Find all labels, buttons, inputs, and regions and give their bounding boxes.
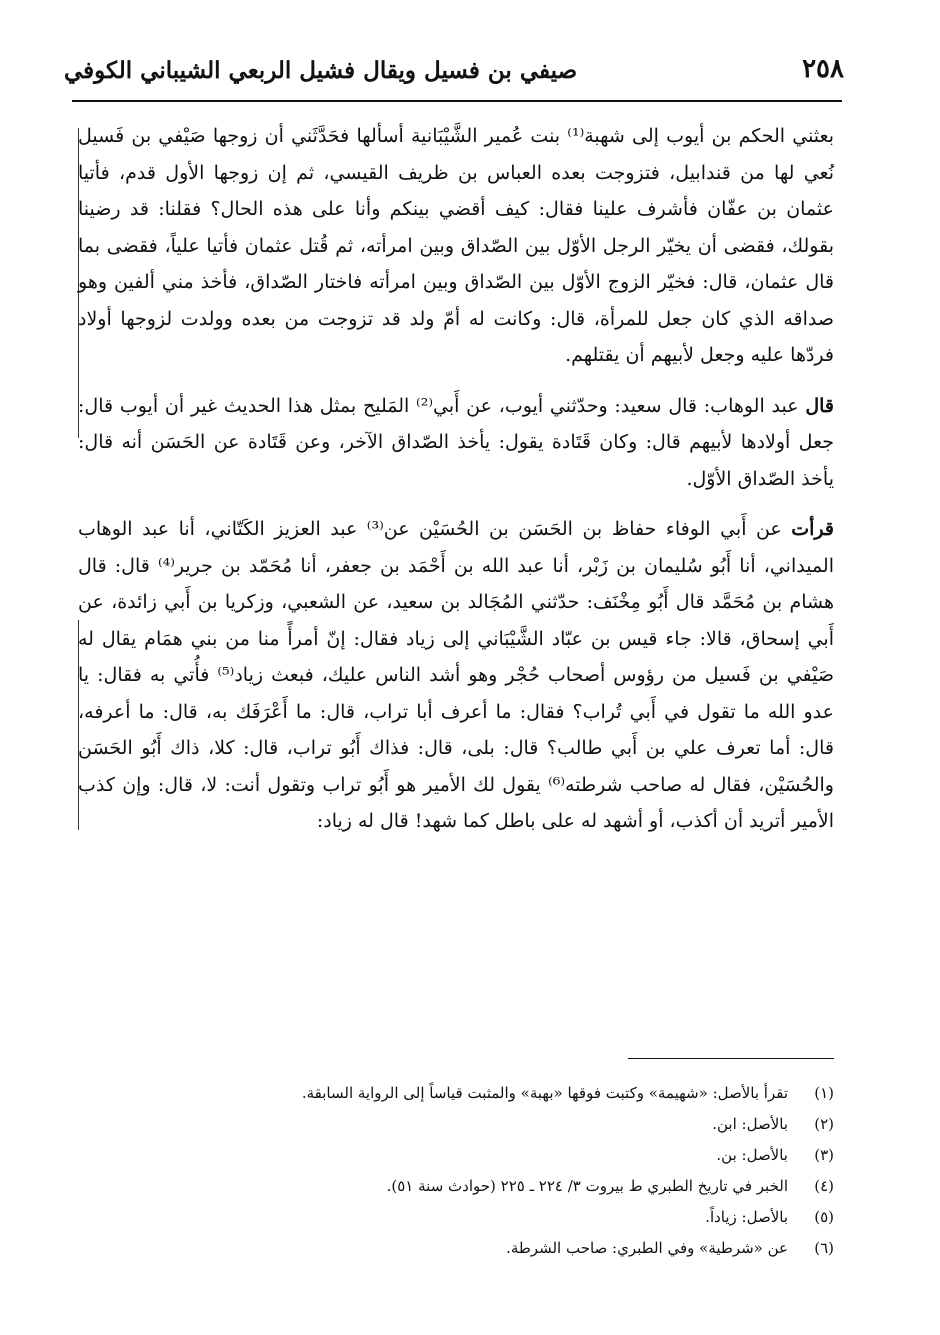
- paragraph-2: [78, 388, 834, 498]
- footnote: [78, 1202, 834, 1233]
- footnote-number: (٢): [814, 1115, 834, 1133]
- footnote: [78, 1109, 834, 1140]
- footnote-text: بالأصل: زياداً.: [705, 1208, 788, 1226]
- main-text: [78, 118, 834, 854]
- running-title: صيفي بن فسيل ويقال فشيل الربعي الشيباني الكوفي: [64, 57, 578, 84]
- page-number: ٢٥٨: [802, 54, 844, 84]
- footnote: [78, 1140, 834, 1171]
- footnote: [78, 1171, 834, 1202]
- paragraph-3-text: عن أَبي الوفاء حفاظ بن الحَسَن بن الحُسَيْن عن⁽³⁾ عبد العزيز الكَتّاني، أنا عبد الوهاب الميداني، أنا أَبُو سُليمان بن زَبْر، أنا عبد الله بن أَحْمَد بن جعفر، أنا مُحَمّد بن جرير⁽⁴⁾ قال: قال هشام بن مُحَمَّد قال أَبُو مِخْنَف: حدّثني المُجَالد بن سعيد، عن الشعبي، وزكريا بن أَبي زائدة، عن أَبي إسحاق، قالا: جاء قيس بن عبّاد الشَّيْبَاني إلى زياد فقال: إنّ أمرأً منا من بني همَام يقال له صَيْفي بن فَسيل من رؤوس أصحاب حُجْر وهو أشد الناس عليك، فبعث زياد⁽⁵⁾ فأُتي به فقال: يا عدو الله ما تقول في أَبي تُراب؟ فقال: ما أعرف أبا تراب، قال: ما أَعْرَفَك به، قال: ما أعرفه، قال: أما تعرف علي بن أَبي طالب؟ قال: بلى، قال: فذاك أَبُو تراب، قال: كلا، ذاك أَبُو الحَسَن والحُسَيْن، فقال له صاحب شرطته⁽⁶⁾ يقول لك الأمير هو أَبُو تراب وتقول أنت: لا، قال: وإن كذب الأمير أتريد أن أكذب، أو أشهد له على باطل كما شهد! قال له زياد:: [78, 518, 835, 832]
- footnote-text: تقرأ بالأصل: «شهيمة» وكتبت فوقها «بهبة» والمثبت قياساً إلى الرواية السابقة.: [301, 1084, 788, 1102]
- footnote: [78, 1078, 834, 1109]
- paragraph-3: [78, 511, 834, 840]
- paragraph-1-text: بعثني الحكم بن أيوب إلى شهبة⁽¹⁾ بنت عُمير الشَّيْبَانية أسألها فحَدَّثَني أن زوجها صَيْفي بن فَسيل نُعي لها من قندابيل، فتزوجت بعده العباس بن ظريف القيسي، ثم إن زوجها الأول قدم، فأتيا عثمان بن عفّان فأشرف علينا فقال: كيف أقضي بينكم وأنا على هذه الحال؟ فقلنا: قد رضينا بقولك، فقضى أن يخيّر الرجل الأوّل بين الصّداق وبين امرأته، ثم قُتل عثمان فأتيا علياً، فقضى بما قال عثمان، قال: فخيّر الزوج الأوّل بين الصّداق وبين امرأته فاختار الصّداق، فأخذ مني ألفين وهو صداقه الذي كان جعل للمرأة، قال: وكانت له أمّ ولد قد تزوجت من بعده وولدت لزوجها أولاد فردّها عليه وجعل لأبيهم أن يقتلهم.: [78, 125, 834, 366]
- footnote-number: (٥): [814, 1208, 834, 1226]
- footnote-text: بالأصل: بن.: [716, 1146, 788, 1164]
- footnote: [78, 1233, 834, 1264]
- paragraph-2-text: عبد الوهاب: قال سعيد: وحدّثني أيوب، عن أَبي⁽²⁾ المَليح بمثل هذا الحديث غير أن أيوب قال: جعل أولادها لأبيهم قال: وكان قَتَادة يقول: يأخذ الصّداق الآخر، وعن قَتَادة عن الحَسَن أنه قال: يأخذ الصّداق الأوّل.: [78, 394, 834, 490]
- footnote-text: الخبر في تاريخ الطبري ط بيروت ٣/ ٢٢٤ ـ ٢٢٥ (حوادث سنة ٥١).: [386, 1177, 788, 1195]
- footnote-number: (٣): [814, 1146, 834, 1164]
- footnote-number: (١): [814, 1084, 834, 1102]
- page-header: [64, 48, 844, 98]
- footnote-text: عن «شرطية» وفي الطبري: صاحب الشرطة.: [506, 1239, 788, 1257]
- paragraph-2-lead: قال: [805, 394, 834, 417]
- footnote-number: (٦): [814, 1239, 834, 1257]
- paragraph-1: [78, 118, 834, 374]
- footnote-number: (٤): [814, 1177, 834, 1195]
- footnote-rule: [628, 1058, 834, 1059]
- footnotes: [78, 1078, 834, 1264]
- header-rule: [72, 100, 842, 102]
- footnote-text: بالأصل: ابن.: [712, 1115, 788, 1133]
- paragraph-3-lead: قرأت: [791, 518, 834, 540]
